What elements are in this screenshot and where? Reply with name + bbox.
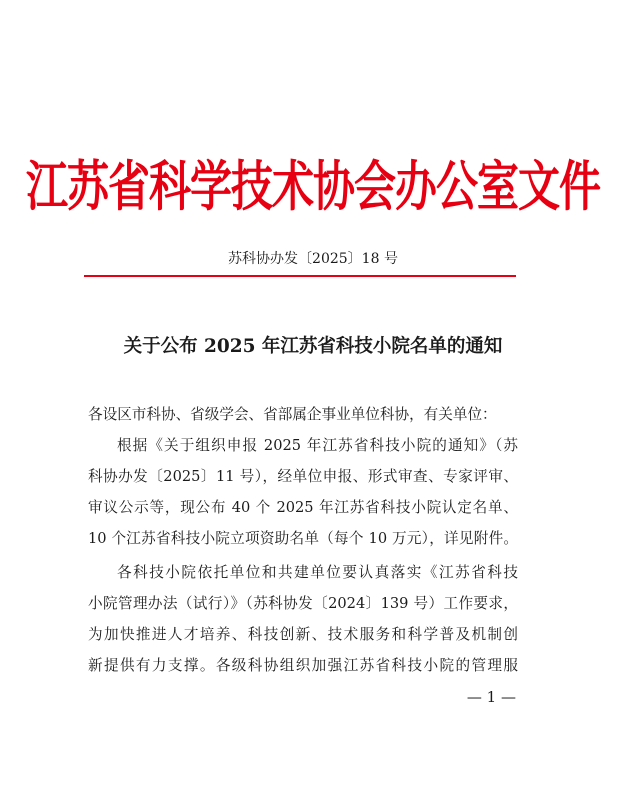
masthead-title: 江苏省科学技术协会办公室文件	[25, 154, 600, 218]
body-line: 科协办发〔2025〕11 号），经单位申报、形式审查、专家评审、	[88, 468, 518, 485]
document-number: 苏科协办发〔2025〕18 号	[228, 251, 398, 267]
notice-title: 关于公布 2025 年江苏省科技小院名单的通知	[123, 336, 503, 357]
body-line: 小院管理办法（试行）》（苏科协发〔2024〕139 号）工作要求，	[88, 595, 518, 612]
body-line: 新提供有力支撑。各级科协组织加强江苏省科技小院的管理服	[88, 657, 518, 674]
page-number: — 1 —	[466, 688, 516, 706]
salutation-line: 各设区市科协、省级学会、省部属企事业单位科协，有关单位：	[88, 406, 497, 423]
body-line: 审议公示等，现公布 40 个 2025 年江苏省科技小院认定名单、	[88, 499, 518, 516]
body-line: 为加快推进人才培养、科技创新、技术服务和科学普及机制创	[88, 626, 518, 643]
body-line: 各科技小院依托单位和共建单位要认真落实《江苏省科技	[117, 564, 518, 581]
body-line: 10 个江苏省科技小院立项资助名单（每个 10 万元），详见附件。	[88, 530, 518, 547]
red-separator-line	[84, 275, 516, 277]
body-line: 根据《关于组织申报 2025 年江苏省科技小院的通知》（苏	[117, 437, 518, 454]
